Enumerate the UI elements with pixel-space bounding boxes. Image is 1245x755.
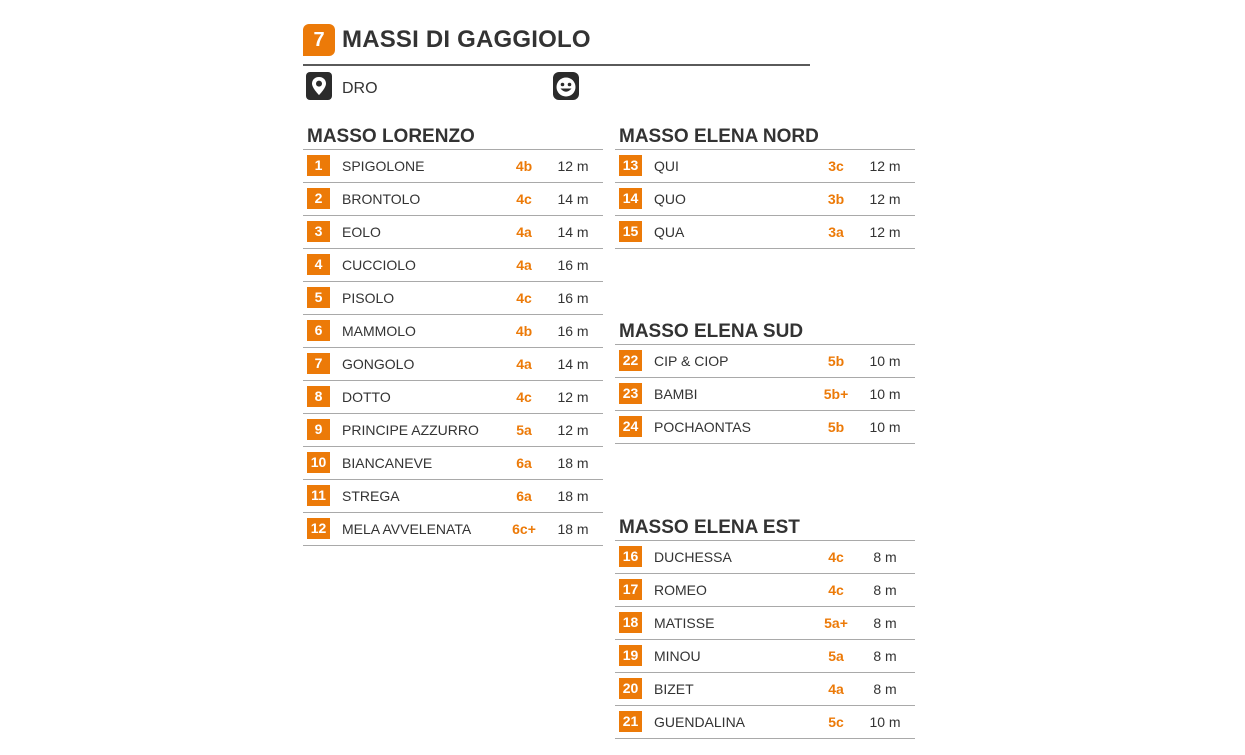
route-length: 10 m — [869, 353, 901, 369]
route-name: SPIGOLONE — [342, 158, 425, 174]
route-name: PRINCIPE AZZURRO — [342, 422, 479, 438]
route-row — [615, 378, 915, 411]
section-title: MASSO ELENA NORD — [615, 124, 915, 150]
route-row — [615, 706, 915, 739]
route-number-badge: 7 — [307, 353, 330, 374]
route-length: 8 m — [873, 615, 897, 631]
route-grade: 6a — [516, 455, 532, 471]
route-length: 12 m — [557, 158, 589, 174]
route-grade: 3b — [827, 191, 845, 207]
route-row — [615, 574, 915, 607]
route-grade: 4a — [828, 681, 844, 697]
route-row — [615, 640, 915, 673]
route-number-badge: 1 — [307, 155, 330, 176]
route-row — [615, 411, 915, 444]
route-length: 12 m — [869, 158, 901, 174]
route-name: BAMBI — [654, 386, 698, 402]
page-header — [303, 24, 810, 66]
route-row — [303, 381, 603, 414]
route-number-badge: 16 — [619, 546, 642, 567]
route-length: 12 m — [557, 389, 589, 405]
route-grade: 5a — [516, 422, 532, 438]
route-number-badge: 24 — [619, 416, 642, 437]
route-grade: 5b — [827, 353, 845, 369]
section-masso-elena-sud — [615, 319, 915, 444]
route-grade: 3c — [828, 158, 844, 174]
route-name: EOLO — [342, 224, 381, 240]
route-row — [615, 216, 915, 249]
route-row — [303, 216, 603, 249]
route-number-badge: 12 — [307, 518, 330, 539]
route-row — [303, 513, 603, 546]
route-grade: 4c — [516, 389, 532, 405]
map-pin-icon — [305, 72, 333, 100]
route-row — [615, 150, 915, 183]
route-grade: 4c — [828, 582, 844, 598]
section-masso-elena-est — [615, 515, 915, 739]
route-name: QUA — [654, 224, 685, 240]
route-length: 16 m — [557, 257, 589, 273]
route-length: 18 m — [557, 455, 589, 471]
route-row — [303, 315, 603, 348]
route-name: CUCCIOLO — [342, 257, 416, 273]
smiley-face-icon — [552, 72, 580, 100]
section-title: MASSO LORENZO — [303, 124, 603, 150]
route-row — [615, 673, 915, 706]
route-number-badge: 3 — [307, 221, 330, 242]
route-grade: 4a — [516, 257, 532, 273]
route-name: CIP & CIOP — [654, 353, 729, 369]
route-number-badge: 5 — [307, 287, 330, 308]
route-name: POCHAONTAS — [654, 419, 751, 435]
route-name: DUCHESSA — [654, 549, 732, 565]
route-grade: 5b+ — [823, 386, 849, 402]
route-list — [303, 150, 603, 546]
route-number-badge: 2 — [307, 188, 330, 209]
route-number-badge: 23 — [619, 383, 642, 404]
route-row — [615, 607, 915, 640]
route-number-badge: 4 — [307, 254, 330, 275]
route-list — [615, 541, 915, 739]
route-name: BIZET — [654, 681, 694, 697]
route-name: PISOLO — [342, 290, 395, 306]
route-grade: 3a — [828, 224, 844, 240]
route-number-badge: 9 — [307, 419, 330, 440]
route-length: 14 m — [557, 224, 589, 240]
route-length: 10 m — [869, 419, 901, 435]
route-name: BIANCANEVE — [342, 455, 433, 471]
route-number-badge: 18 — [619, 612, 642, 633]
route-list — [615, 345, 915, 444]
section-title: MASSO ELENA EST — [615, 515, 915, 541]
route-length: 14 m — [557, 191, 589, 207]
route-row — [303, 480, 603, 513]
location-label: DRO — [342, 80, 378, 97]
route-row — [303, 447, 603, 480]
route-name: QUI — [654, 158, 679, 174]
route-grade: 4c — [828, 549, 844, 565]
route-length: 18 m — [557, 521, 589, 537]
route-length: 16 m — [557, 323, 589, 339]
route-grade: 5a — [828, 648, 844, 664]
route-length: 12 m — [869, 191, 901, 207]
route-name: GONGOLO — [342, 356, 415, 372]
route-number-badge: 20 — [619, 678, 642, 699]
route-name: MINOU — [654, 648, 701, 664]
route-number-badge: 14 — [619, 188, 642, 209]
route-name: ROMEO — [654, 582, 707, 598]
route-name: MELA AVVELENATA — [342, 521, 472, 537]
route-length: 16 m — [557, 290, 589, 306]
route-row — [303, 183, 603, 216]
route-grade: 4c — [516, 191, 532, 207]
route-grade: 4b — [515, 158, 533, 174]
sector-number-badge: 7 — [303, 24, 335, 56]
route-length: 10 m — [869, 714, 901, 730]
route-row — [615, 541, 915, 574]
route-number-badge: 13 — [619, 155, 642, 176]
route-length: 8 m — [873, 549, 897, 565]
route-row — [303, 150, 603, 183]
route-name: QUO — [654, 191, 686, 207]
route-name: GUENDALINA — [654, 714, 746, 730]
route-grade: 4c — [516, 290, 532, 306]
route-grade: 4a — [516, 224, 532, 240]
route-name: DOTTO — [342, 389, 391, 405]
page-title: MASSI DI GAGGIOLO — [342, 26, 591, 53]
route-name: MAMMOLO — [342, 323, 416, 339]
route-grade: 5b — [827, 419, 845, 435]
route-list — [615, 150, 915, 249]
route-grade: 5a+ — [824, 615, 848, 631]
route-number-badge: 6 — [307, 320, 330, 341]
route-length: 8 m — [873, 648, 897, 664]
route-length: 10 m — [869, 386, 901, 402]
route-row — [303, 348, 603, 381]
route-row — [303, 249, 603, 282]
route-number-badge: 17 — [619, 579, 642, 600]
route-name: BRONTOLO — [342, 191, 421, 207]
route-number-badge: 19 — [619, 645, 642, 666]
section-masso-elena-nord — [615, 124, 915, 249]
route-row — [615, 345, 915, 378]
route-length: 14 m — [557, 356, 589, 372]
section-masso-lorenzo — [303, 124, 603, 546]
location-row — [303, 72, 810, 102]
route-number-badge: 21 — [619, 711, 642, 732]
route-grade: 4b — [515, 323, 533, 339]
section-title: MASSO ELENA SUD — [615, 319, 915, 345]
route-length: 8 m — [873, 681, 897, 697]
route-name: STREGA — [342, 488, 400, 504]
route-row — [303, 414, 603, 447]
route-number-badge: 11 — [307, 485, 330, 506]
route-length: 8 m — [873, 582, 897, 598]
route-grade: 6a — [516, 488, 532, 504]
route-length: 18 m — [557, 488, 589, 504]
route-row — [615, 183, 915, 216]
route-number-badge: 15 — [619, 221, 642, 242]
route-name: MATISSE — [654, 615, 715, 631]
route-row — [303, 282, 603, 315]
route-length: 12 m — [869, 224, 901, 240]
route-number-badge: 10 — [307, 452, 330, 473]
route-number-badge: 22 — [619, 350, 642, 371]
route-length: 12 m — [557, 422, 589, 438]
route-number-badge: 8 — [307, 386, 330, 407]
route-grade: 5c — [828, 714, 844, 730]
route-grade: 4a — [516, 356, 532, 372]
route-grade: 6c+ — [512, 521, 536, 537]
